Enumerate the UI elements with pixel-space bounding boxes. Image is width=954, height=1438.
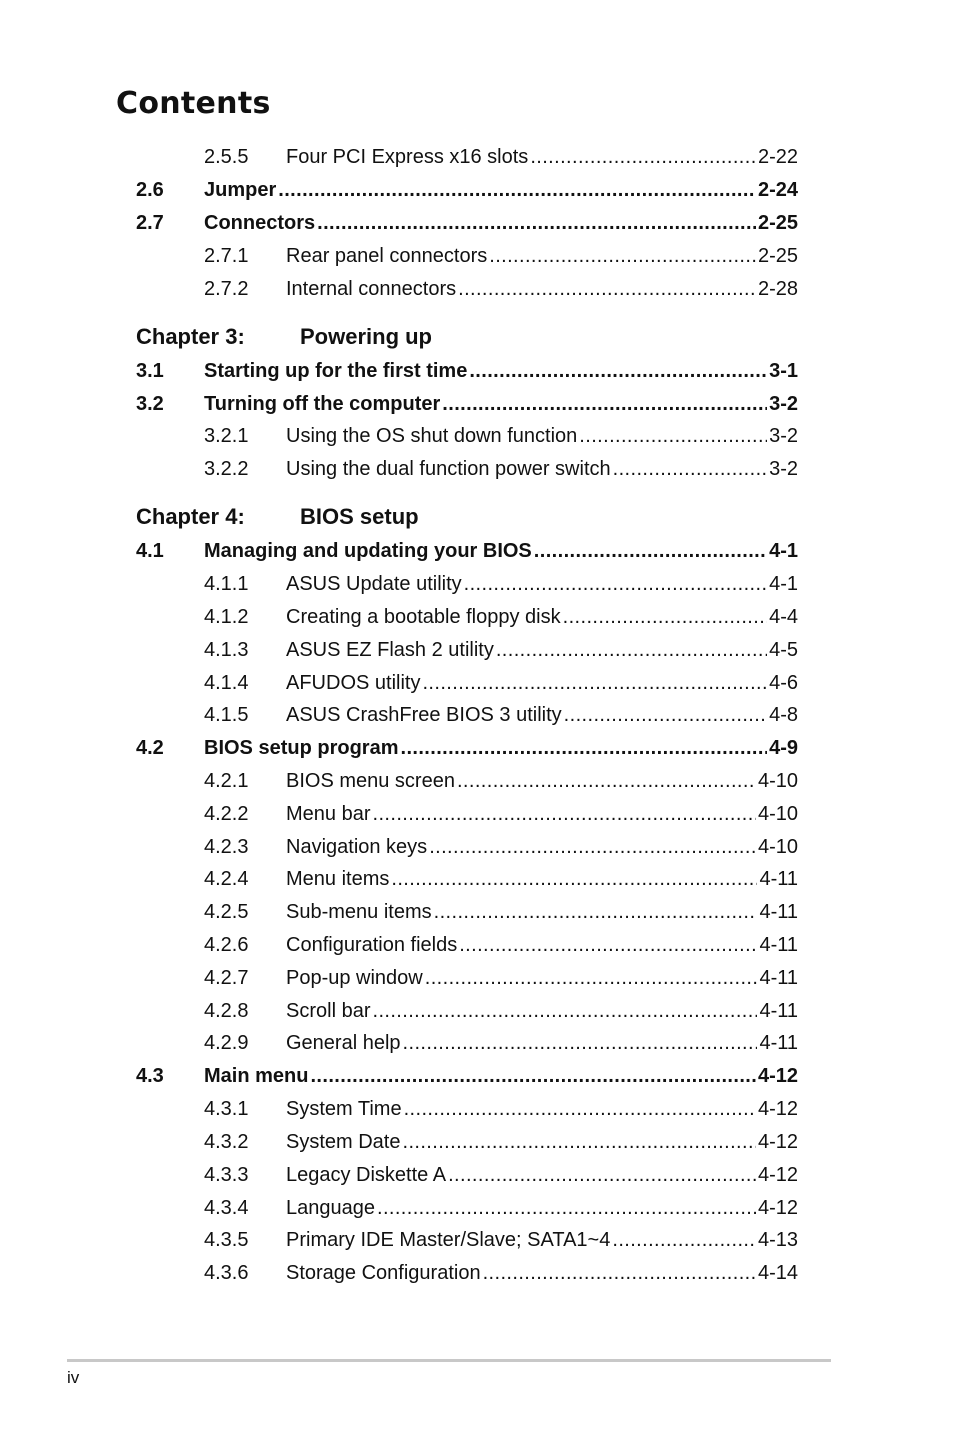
dot-leader — [564, 702, 767, 728]
toc-entry-page: 4-13 — [757, 1229, 798, 1251]
toc-entry-title: ASUS Update utility — [286, 573, 462, 595]
toc-entry-title: Jumper — [204, 179, 277, 201]
toc-entry-title: Managing and updating your BIOS — [204, 540, 532, 562]
toc-entry[interactable] — [136, 1195, 798, 1221]
toc-entry[interactable] — [136, 1096, 798, 1122]
dot-leader — [469, 358, 767, 384]
toc-entry-page: 2-24 — [757, 179, 798, 201]
toc-entry-number: 4.3.2 — [204, 1131, 249, 1153]
chapter-heading — [136, 322, 432, 352]
dot-leader — [404, 1096, 756, 1122]
toc-entry-title: Starting up for the first time — [204, 360, 468, 382]
toc-entry[interactable] — [136, 768, 798, 794]
chapter-title: BIOS setup — [300, 504, 419, 529]
toc-entry-page: 2-28 — [757, 278, 798, 300]
toc-entry-number: 4.2.2 — [204, 803, 249, 825]
toc-entry[interactable] — [136, 1227, 798, 1253]
toc-entry-page: 4-4 — [769, 606, 798, 628]
toc-entry-title: Rear panel connectors — [286, 245, 488, 267]
toc-entry-title: Sub-menu items — [286, 901, 432, 923]
toc-entry-number: 4.2.1 — [204, 770, 249, 792]
toc-entry-number: 4.1.4 — [204, 672, 249, 694]
toc-entry-title: AFUDOS utility — [286, 672, 421, 694]
dot-leader — [579, 423, 767, 449]
toc-entry-page: 4-10 — [757, 836, 798, 858]
dot-leader — [459, 932, 757, 958]
dot-leader — [377, 1195, 756, 1221]
toc-entry-page: 4-14 — [757, 1262, 798, 1284]
toc-entry-title: Main menu — [204, 1065, 309, 1087]
toc-entry-number: 4.2.5 — [204, 901, 249, 923]
toc-entry[interactable] — [136, 1063, 798, 1089]
toc-entry-number: 4.2 — [136, 737, 164, 759]
toc-entry-page: 4-11 — [759, 1032, 798, 1054]
toc-entry-page: 2-25 — [757, 212, 798, 234]
toc-entry[interactable] — [136, 210, 798, 236]
toc-entry-title: Four PCI Express x16 slots — [286, 146, 529, 168]
chapter-title: Powering up — [300, 324, 432, 349]
toc-entry-number: 4.2.9 — [204, 1032, 249, 1054]
toc-entry[interactable] — [136, 276, 798, 302]
toc-entry-number: 2.5.5 — [204, 146, 249, 168]
toc-entry-page: 3-2 — [769, 458, 798, 480]
toc-entry[interactable] — [136, 670, 798, 696]
dot-leader — [457, 768, 756, 794]
toc-entry-number: 4.3.1 — [204, 1098, 249, 1120]
dot-leader — [496, 637, 767, 663]
toc-entry-number: 4.3.6 — [204, 1262, 249, 1284]
toc-entry-page: 4-12 — [757, 1164, 798, 1186]
footer-divider — [67, 1359, 831, 1362]
toc-entry-title: Scroll bar — [286, 1000, 371, 1022]
toc-entry[interactable] — [136, 1030, 798, 1056]
toc-entry[interactable] — [136, 866, 798, 892]
toc-entry[interactable] — [136, 144, 798, 170]
dot-leader — [317, 210, 756, 236]
toc-entry-number: 4.2.8 — [204, 1000, 249, 1022]
toc-entry-page: 4-6 — [769, 672, 798, 694]
toc-entry-title: System Time — [286, 1098, 402, 1120]
dot-leader — [613, 456, 767, 482]
toc-entry[interactable] — [136, 965, 798, 991]
toc-entry-page: 4-11 — [759, 967, 798, 989]
dot-leader — [425, 965, 758, 991]
dot-leader — [563, 604, 767, 630]
toc-entry[interactable] — [136, 834, 798, 860]
toc-entry-title: Storage Configuration — [286, 1262, 481, 1284]
toc-entry-number: 4.1.5 — [204, 704, 249, 726]
toc-entry-title: Language — [286, 1197, 375, 1219]
toc-entry-title: Menu bar — [286, 803, 371, 825]
toc-entry[interactable] — [136, 456, 798, 482]
dot-leader — [278, 177, 756, 203]
page-number: iv — [67, 1368, 80, 1387]
toc-entry[interactable] — [136, 391, 798, 417]
toc-entry-page: 4-9 — [769, 737, 798, 759]
toc-entry-title: BIOS setup program — [204, 737, 399, 759]
dot-leader — [489, 243, 756, 269]
toc-entry-number: 2.7.1 — [204, 245, 249, 267]
toc-entry[interactable] — [136, 932, 798, 958]
toc-entry-number: 2.7.2 — [204, 278, 249, 300]
toc-entry-title: Menu items — [286, 868, 390, 890]
toc-entry-page: 4-11 — [759, 901, 798, 923]
toc-entry-title: Navigation keys — [286, 836, 428, 858]
dot-leader — [373, 801, 756, 827]
toc-entry-title: System Date — [286, 1131, 401, 1153]
toc-entry-title: Configuration fields — [286, 934, 458, 956]
toc-entry-page: 3-2 — [769, 425, 798, 447]
toc-entry-number: 4.3.3 — [204, 1164, 249, 1186]
dot-leader — [458, 276, 756, 302]
toc-entry-number: 4.2.7 — [204, 967, 249, 989]
dot-leader — [391, 866, 757, 892]
toc-entry[interactable] — [136, 1260, 798, 1286]
dot-leader — [400, 735, 767, 761]
toc-entry-number: 4.1.3 — [204, 639, 249, 661]
toc-entry-page: 3-1 — [769, 360, 798, 382]
toc-entry-page: 3-2 — [769, 393, 798, 415]
dot-leader — [612, 1227, 756, 1253]
toc-entry[interactable] — [136, 801, 798, 827]
dot-leader — [422, 670, 767, 696]
toc-entry-page: 4-12 — [757, 1131, 798, 1153]
toc-entry-page: 4-11 — [759, 934, 798, 956]
toc-entry-page: 4-8 — [769, 704, 798, 726]
toc-entry-title: BIOS menu screen — [286, 770, 455, 792]
toc-entry-title: Using the dual function power switch — [286, 458, 611, 480]
toc-entry[interactable] — [136, 637, 798, 663]
toc-entry[interactable] — [136, 702, 798, 728]
toc-entry[interactable] — [136, 243, 798, 269]
dot-leader — [429, 834, 756, 860]
toc-entry-title: Primary IDE Master/Slave; SATA1~4 — [286, 1229, 611, 1251]
toc-entry-page: 4-11 — [759, 1000, 798, 1022]
toc-entry[interactable] — [136, 604, 798, 630]
toc-entry-number: 4.2.3 — [204, 836, 249, 858]
toc-entry-number: 4.1 — [136, 540, 164, 562]
dot-leader — [310, 1063, 756, 1089]
toc-entry-number: 4.1.1 — [204, 573, 249, 595]
toc-entry-number: 4.3.5 — [204, 1229, 249, 1251]
toc-entry-number: 4.3.4 — [204, 1197, 249, 1219]
dot-leader — [483, 1260, 756, 1286]
toc-entry-number: 3.2.2 — [204, 458, 249, 480]
toc-entry-title: Legacy Diskette A — [286, 1164, 447, 1186]
toc-entry-page: 4-10 — [757, 803, 798, 825]
toc-entry-number: 3.1 — [136, 360, 164, 382]
toc-entry-title: Turning off the computer — [204, 393, 441, 415]
toc-entry-title: ASUS EZ Flash 2 utility — [286, 639, 494, 661]
dot-leader — [534, 538, 767, 564]
toc-entry-title: Creating a bootable floppy disk — [286, 606, 561, 628]
toc-entry[interactable] — [136, 177, 798, 203]
chapter-heading — [136, 502, 419, 532]
toc-entry[interactable] — [136, 735, 798, 761]
toc-entry-title: Using the OS shut down function — [286, 425, 578, 447]
toc-entry[interactable] — [136, 358, 798, 384]
toc-entry[interactable] — [136, 1162, 798, 1188]
toc-entry-number: 3.2 — [136, 393, 164, 415]
toc-entry[interactable] — [136, 1129, 798, 1155]
toc-entry-title: General help — [286, 1032, 401, 1054]
dot-leader — [464, 571, 767, 597]
toc-entry-page: 4-1 — [769, 540, 798, 562]
dot-leader — [434, 899, 758, 925]
toc-entry-number: 2.6 — [136, 179, 164, 201]
toc-entry-title: ASUS CrashFree BIOS 3 utility — [286, 704, 562, 726]
toc-entry-page: 4-1 — [769, 573, 798, 595]
dot-leader — [448, 1162, 756, 1188]
toc-entry[interactable] — [136, 571, 798, 597]
toc-entry-page: 4-12 — [757, 1065, 798, 1087]
dot-leader — [530, 144, 756, 170]
toc-entry-page: 4-11 — [759, 868, 798, 890]
toc-entry-number: 3.2.1 — [204, 425, 249, 447]
toc-entry[interactable] — [136, 899, 798, 925]
toc-entry-number: 4.1.2 — [204, 606, 249, 628]
toc-entry[interactable] — [136, 998, 798, 1024]
toc-entry-number: 4.2.6 — [204, 934, 249, 956]
toc-entry-page: 4-10 — [757, 770, 798, 792]
toc-entry-number: 2.7 — [136, 212, 164, 234]
dot-leader — [372, 998, 757, 1024]
chapter-label: Chapter 4: — [136, 504, 245, 529]
dot-leader — [402, 1129, 755, 1155]
dot-leader — [442, 391, 767, 417]
toc-entry-page: 2-25 — [757, 245, 798, 267]
toc-entry-page: 4-5 — [769, 639, 798, 661]
dot-leader — [403, 1030, 758, 1056]
chapter-label: Chapter 3: — [136, 324, 245, 349]
toc-entry-title: Pop-up window — [286, 967, 423, 989]
toc-entry-page: 4-12 — [757, 1197, 798, 1219]
toc-entry-page: 2-22 — [757, 146, 798, 168]
toc-entry[interactable] — [136, 423, 798, 449]
page-title: Contents — [116, 86, 271, 121]
toc-entry-number: 4.2.4 — [204, 868, 249, 890]
toc-entry-page: 4-12 — [757, 1098, 798, 1120]
toc-entry-number: 4.3 — [136, 1065, 164, 1087]
toc-entry-title: Connectors — [204, 212, 316, 234]
toc-entry-title: Internal connectors — [286, 278, 457, 300]
toc-entry[interactable] — [136, 538, 798, 564]
